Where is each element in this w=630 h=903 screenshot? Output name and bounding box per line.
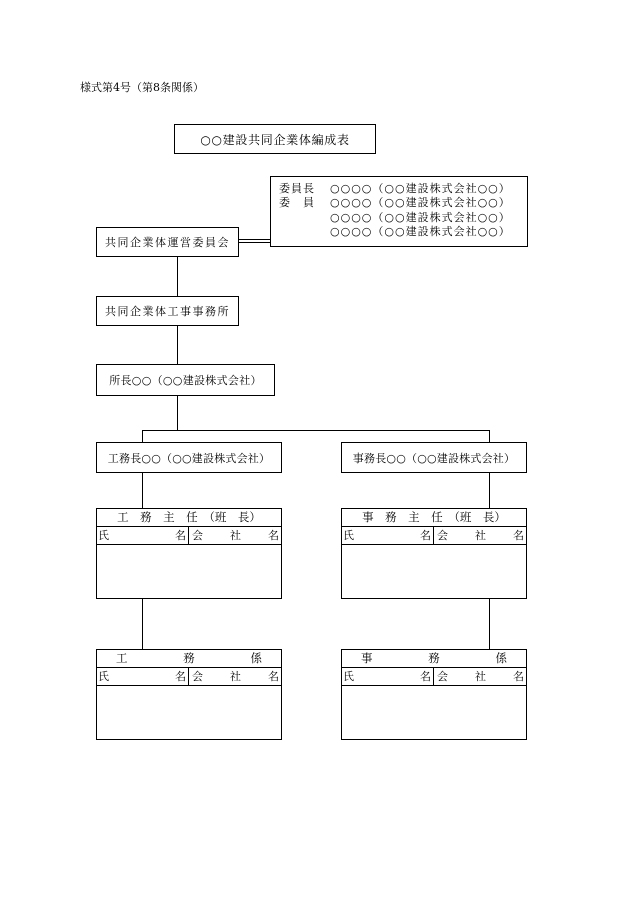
label-char: 係: [495, 651, 507, 665]
engineering-manager-box: [96, 442, 282, 473]
connector-line: [489, 473, 490, 508]
label-char: 係: [250, 651, 262, 665]
label-char: 会: [192, 670, 203, 683]
label-char: 務: [183, 651, 195, 665]
double-connector-line-upper: [239, 239, 270, 240]
member-name: ○○○○（○○建設株式会社○○）: [330, 182, 511, 195]
company-column-label: [434, 527, 526, 544]
column-header-row: [342, 668, 526, 686]
member-role: 委員長: [279, 182, 315, 195]
steering-committee-label: 共同企業体運営委員会: [105, 236, 230, 249]
chart-title-box: [174, 124, 376, 154]
member-role: 委 員: [279, 196, 315, 210]
site-office-box: [96, 296, 239, 326]
engineering-manager-label: 工務長○○（○○建設株式会社）: [107, 451, 271, 465]
member-name: ○○○○（○○建設株式会社○○）: [330, 224, 511, 238]
label-char: 名: [268, 670, 279, 683]
double-connector-line-lower: [239, 242, 270, 243]
connector-line: [142, 599, 143, 649]
committee-members-box: [270, 176, 528, 247]
admin-staff-table: [341, 649, 527, 740]
label-char: 名: [268, 529, 279, 542]
label-char: 会: [437, 670, 448, 683]
table-header: 工 務 主 任 （班 長）: [97, 509, 281, 527]
table-body: [342, 545, 526, 598]
committee-member-row: [279, 225, 511, 239]
steering-committee-box: [96, 227, 239, 257]
connector-line: [489, 430, 490, 442]
company-column-label: [434, 668, 526, 685]
committee-member-list: [279, 182, 511, 239]
connector-line: [177, 396, 178, 430]
company-column-label: [189, 527, 281, 544]
table-body: [342, 686, 526, 739]
engineering-chief-table: [96, 508, 282, 599]
connector-line: [142, 430, 143, 442]
table-header: [342, 650, 526, 668]
name-column-label: [342, 527, 434, 544]
label-char: 事: [361, 651, 373, 665]
label-char: 名: [513, 529, 524, 542]
label-char: 氏: [98, 670, 109, 683]
committee-member-row: [279, 211, 511, 225]
member-role: [279, 225, 330, 239]
connector-line: [177, 326, 178, 364]
label-char: 名: [420, 670, 431, 683]
table-body: [97, 545, 281, 598]
column-header-row: [342, 527, 526, 545]
name-column-label: [97, 668, 189, 685]
label-char: 名: [420, 529, 431, 542]
label-char: 名: [513, 670, 524, 683]
director-box: [96, 364, 275, 396]
connector-line: [489, 599, 490, 649]
table-header: [97, 650, 281, 668]
site-office-label: 共同企業体工事事務所: [105, 305, 230, 318]
label-char: 氏: [343, 670, 354, 683]
form-number-label: 様式第4号（第8条関係）: [80, 81, 204, 94]
branch-line: [142, 430, 490, 431]
member-name: ○○○○（○○建設株式会社○○）: [330, 210, 511, 224]
committee-member-row: [279, 196, 511, 210]
chart-title: ○○建設共同企業体編成表: [200, 132, 350, 147]
label-char: 会: [437, 529, 448, 542]
label-char: 会: [192, 529, 203, 542]
name-column-label: [342, 668, 434, 685]
label-char: 社: [475, 529, 486, 542]
label-char: 名: [175, 529, 186, 542]
table-header: 事 務 主 任 （班 長）: [342, 509, 526, 527]
admin-chief-table: [341, 508, 527, 599]
table-body: [97, 686, 281, 739]
member-name: ○○○○（○○建設株式会社○○）: [330, 196, 511, 210]
label-char: 社: [230, 670, 241, 683]
label-char: 氏: [98, 529, 109, 542]
label-char: 社: [475, 670, 486, 683]
label-char: 工: [116, 651, 128, 665]
director-label: 所長○○（○○建設株式会社）: [109, 374, 262, 387]
label-char: 務: [428, 651, 440, 665]
column-header-row: [97, 527, 281, 545]
connector-line: [142, 473, 143, 508]
label-char: 名: [175, 670, 186, 683]
company-column-label: [189, 668, 281, 685]
column-header-row: [97, 668, 281, 686]
admin-manager-label: 事務長○○（○○建設株式会社）: [352, 451, 516, 465]
member-role: [279, 211, 330, 225]
label-char: 社: [230, 529, 241, 542]
name-column-label: [97, 527, 189, 544]
label-char: 氏: [343, 529, 354, 542]
committee-member-row: [279, 182, 511, 196]
engineering-staff-table: [96, 649, 282, 740]
admin-manager-box: [341, 442, 527, 473]
connector-line: [177, 257, 178, 296]
